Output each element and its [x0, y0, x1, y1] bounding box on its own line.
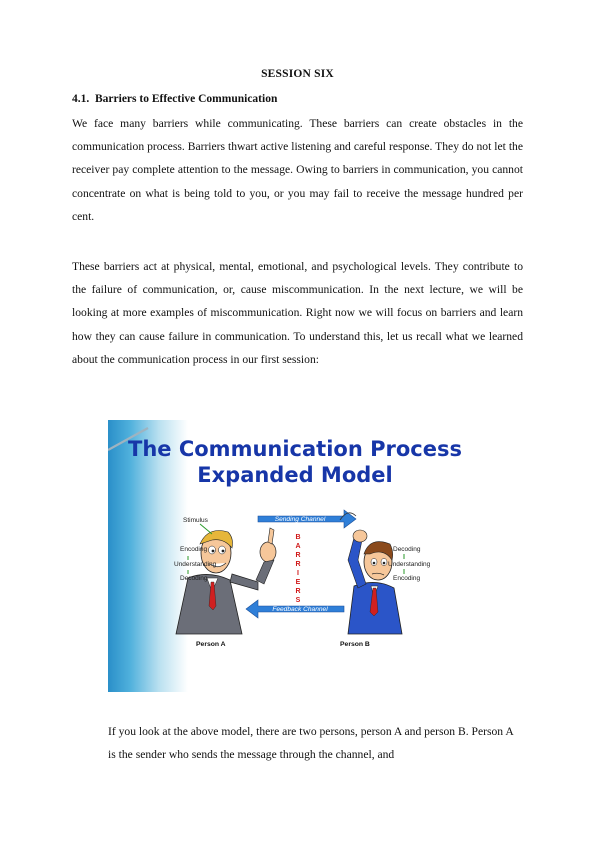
barrier-letter: R [295, 561, 301, 568]
barrier-letter: B [295, 534, 301, 541]
encoding-label-left: Encoding [180, 546, 208, 553]
figure-title-line2: Expanded Model [197, 463, 393, 487]
paragraph-intro: We face many barriers while communicating. These barriers can create obstacles in the communication process. Barriers thwart active listening and careful response. They do not let the receiver pay complete attention to the message. Owing to barriers in communication, you cannot concentrate on what is being told to you, or you may fail to receive the message hundred per cent. [72, 117, 523, 223]
sending-channel-label: Sending Channel [274, 516, 326, 523]
barrier-letter: E [295, 579, 301, 586]
person-a-label: Person A [196, 641, 226, 648]
feedback-channel-label: Feedback Channel [272, 606, 328, 613]
understanding-label-right: Understanding [388, 561, 431, 568]
section-title: Barriers to Effective Communication [95, 93, 278, 105]
figure-illustration [108, 420, 471, 692]
person-b-label: Person B [340, 641, 370, 648]
stimulus-label: Stimulus [183, 517, 208, 524]
barrier-letter: A [295, 543, 301, 550]
understanding-label-left: Understanding [174, 561, 217, 568]
encoding-label-right: Encoding [393, 575, 421, 582]
communication-process-figure [108, 420, 471, 692]
barrier-letter: S [295, 597, 301, 604]
decoding-label-left: Decoding [180, 575, 208, 582]
paragraph-barriers-levels: These barriers act at physical, mental, emotional, and psychological levels. They contribute to the failure of communication, or, cause miscommunication. In the next lecture, we will be looking at more examples of miscommunication. Right now we will focus on barriers and learn how they can cause failure in communication. To understand this, let us recall what we learned about the communication process in our first session: [72, 260, 523, 366]
barrier-letter: R [295, 552, 301, 559]
figure-title-line1: The Communication Process [128, 437, 462, 461]
session-title: SESSION SIX [261, 68, 334, 80]
section-heading [72, 93, 277, 105]
decoding-label-right: Decoding [393, 546, 421, 553]
barrier-letter: I [297, 570, 299, 577]
section-number: 4.1. [72, 93, 90, 105]
barrier-letter: R [295, 588, 301, 595]
paragraph-model-explanation: If you look at the above model, there are two persons, person A and person B. Person A is the sender who sends the message through the channel, and [108, 725, 514, 762]
